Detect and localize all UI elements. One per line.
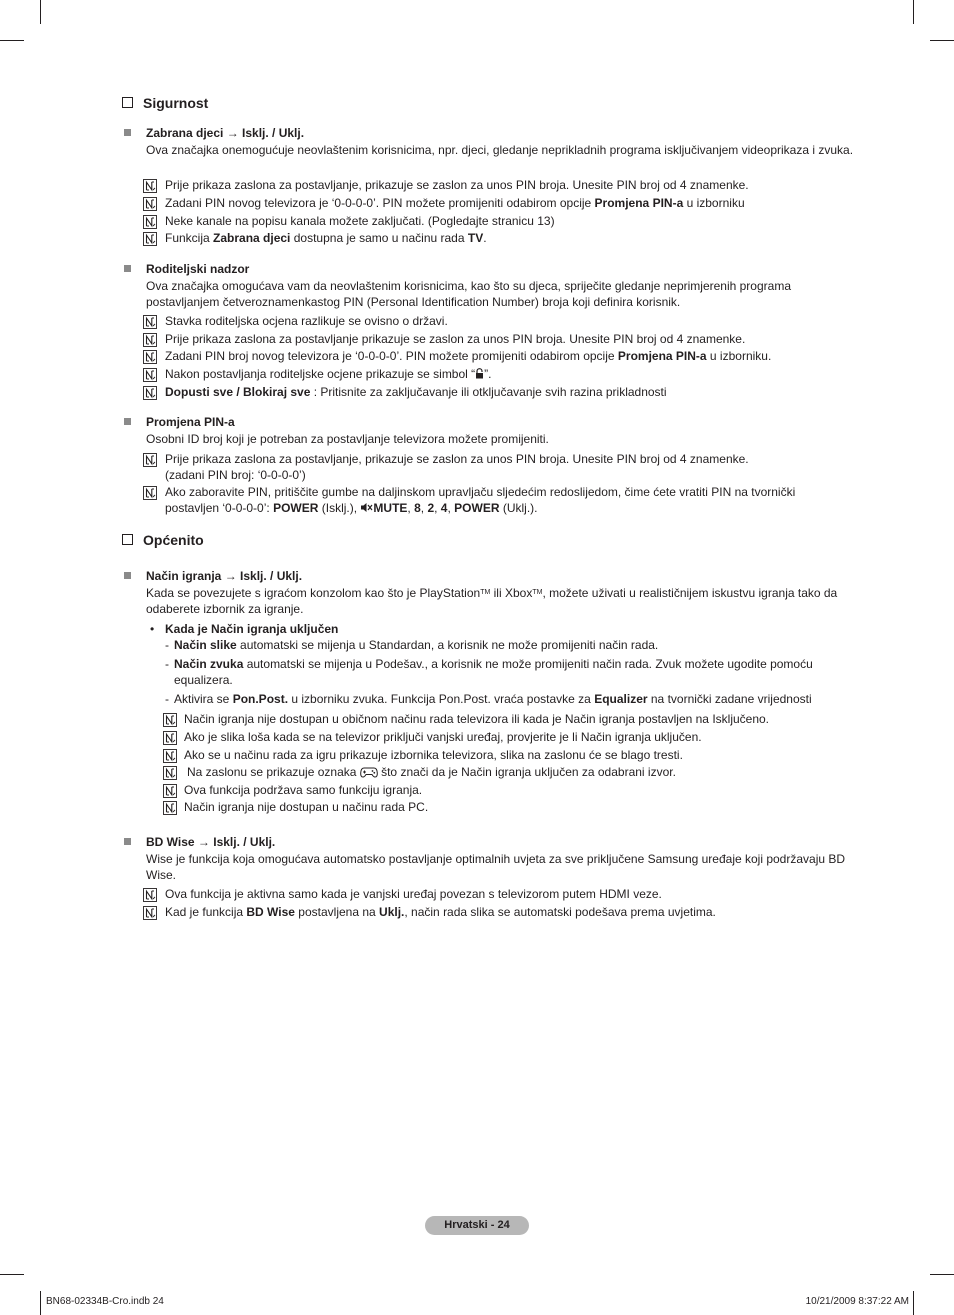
paragraph-roditeljski-desc: Ova značajka omogućava vam da neovlaštenim korisnicima, kao što su djeca, spriječite gledanje neprimjerenih programa postavljanjem četveroznamenkastog PIN (Personal Identification Number) broja koji definira korisnik. [146, 279, 791, 309]
bullet-nacin-ukljucen: Kada je Način igranja uključen [165, 622, 339, 636]
crop-mark [930, 40, 954, 41]
gamepad-icon [360, 766, 378, 778]
note-icon [143, 215, 157, 229]
subheading-zabrana-djeci: Zabrana djeci → Isklj. / Uklj. [146, 126, 305, 140]
note-icon [143, 197, 157, 211]
page-number-label: Hrvatski - 24 [425, 1216, 529, 1235]
square-bullet-icon [124, 572, 131, 579]
checkbox-bullet-icon [122, 534, 133, 545]
note-icon [143, 453, 157, 467]
square-bullet-icon [124, 418, 131, 425]
note-icon [143, 368, 157, 382]
note-icon [143, 350, 157, 364]
note-icon [143, 486, 157, 500]
footer-file-label: BN68-02334B-Cro.indb 24 [46, 1296, 164, 1307]
square-bullet-icon [124, 265, 131, 272]
note-icon [143, 906, 157, 920]
paragraph-bdwise-desc: Wise je funkcija koja omogućava automatsko postavljanje optimalnih uvjeta za sve priključene Samsung uređaje koji podržavaju BD Wise. [146, 852, 846, 882]
note-icon [143, 232, 157, 246]
note-icon [163, 801, 177, 815]
bullet-dot: • [150, 622, 155, 636]
subheading-nacin-igranja: Način igranja → Isklj. / Uklj. [146, 569, 303, 583]
checkbox-bullet-icon [122, 97, 133, 108]
paragraph-zabrana-desc: Ova značajka onemogućuje neovlaštenim korisnicima, npr. djeci, gledanje neprikladnih programa isključivanjem videoprikaza i zvuka. [146, 143, 854, 157]
note-icon [163, 713, 177, 727]
crop-mark [913, 0, 914, 24]
square-bullet-icon [124, 838, 131, 845]
note-icon [163, 784, 177, 798]
note-icon [163, 731, 177, 745]
crop-mark [0, 1274, 24, 1275]
note-icon [143, 386, 157, 400]
mute-icon [360, 502, 373, 513]
section-heading-sigurnost: Sigurnost [122, 95, 208, 111]
subheading-promjena-pin: Promjena PIN-a [146, 415, 235, 429]
note-icon [163, 749, 177, 763]
crop-mark [40, 1291, 41, 1315]
crop-mark [913, 1291, 914, 1315]
crop-mark [930, 1274, 954, 1275]
crop-mark [40, 0, 41, 24]
note-icon [143, 888, 157, 902]
square-bullet-icon [124, 129, 131, 136]
paragraph-nacin-desc: Kada se povezujete s igraćom konzolom kao što je PlayStation™ ili Xbox™, možete uživati u realističnijem iskustvu igranja tako da odaberete izbornik za igranje. [146, 586, 838, 616]
section-heading-opcenito: Općenito [122, 532, 204, 548]
note-icon [143, 179, 157, 193]
paragraph-promjena-desc: Osobni ID broj koji je potreban za postavljanje televizora možete promijeniti. [146, 432, 549, 446]
footer-datetime: 10/21/2009 8:37:22 AM [805, 1296, 909, 1307]
subheading-roditeljski-nadzor: Roditeljski nadzor [146, 262, 250, 276]
subheading-bd-wise: BD Wise → Isklj. / Uklj. [146, 835, 276, 849]
note-icon [143, 315, 157, 329]
crop-mark [0, 40, 24, 41]
note-icon [143, 333, 157, 347]
note-icon [163, 766, 177, 780]
lock-icon [475, 368, 484, 379]
